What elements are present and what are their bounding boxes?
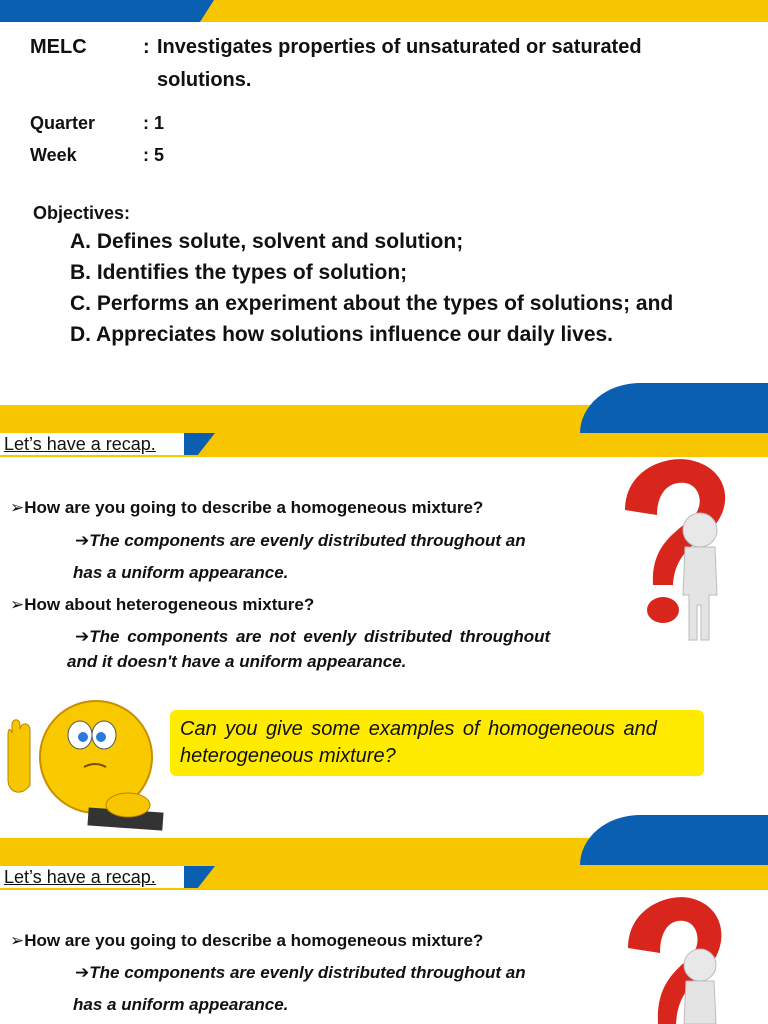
objective-a: A. Defines solute, solvent and solution;: [70, 230, 464, 253]
slide3-blue-swoosh: [580, 815, 768, 865]
objective-c: C. Performs an experiment about the types of solutions; and: [70, 292, 674, 315]
week-value: : 5: [143, 145, 165, 165]
slide2-recap-title: Let’s have a recap.: [0, 433, 184, 455]
thinking-question-mark-icon: [605, 455, 755, 650]
examples-question-bubble: [170, 710, 704, 776]
raised-hand-emoji-icon: [0, 685, 170, 835]
slide3-answer-1-line1: ➔The components are evenly distributed throughout an: [75, 963, 526, 982]
slide2-question-1: ➢How are you going to describe a homogeneous mixture?: [10, 498, 484, 517]
melc-text-line1: Investigates properties of unsaturated or saturated: [157, 36, 642, 58]
slide2-answer-2-line1: ➔The components are not evenly distributed throughout: [75, 627, 551, 646]
bullet-icon: ➢: [10, 595, 25, 614]
quarter-value: : 1: [143, 113, 165, 133]
slide3-recap-title: Let’s have a recap.: [0, 866, 184, 888]
slide2-answer-2-line2: and it doesn't have a uniform appearance.: [67, 652, 407, 671]
melc-text-line2: solutions.: [157, 69, 252, 91]
thinking-question-mark-icon: [610, 893, 740, 1024]
quarter-label: Quarter: [30, 113, 96, 133]
slide2-answer-1-line2: has a uniform appearance.: [73, 563, 289, 582]
melc-separator: :: [143, 36, 150, 58]
bubble-line-1: Can you give some examples of homogeneous and: [180, 718, 657, 740]
objective-d: D. Appreciates how solutions influence our daily lives.: [70, 323, 614, 346]
bullet-icon: ➢: [10, 931, 25, 950]
slide2-question-2: ➢How about heterogeneous mixture?: [10, 595, 315, 614]
week-label: Week: [30, 145, 77, 165]
top-blue-band: [0, 0, 230, 22]
arrow-icon: ➔: [75, 963, 90, 982]
top-yellow-band: [200, 0, 768, 22]
objectives-title: Objectives:: [33, 203, 131, 223]
slide2-answer-1-line1: ➔The components are evenly distributed throughout an: [75, 531, 526, 550]
slide2-blue-swoosh: [580, 383, 768, 433]
objective-b: B. Identifies the types of solution;: [70, 261, 408, 284]
arrow-icon: ➔: [75, 627, 90, 646]
bullet-icon: ➢: [10, 498, 25, 517]
slide3-question-1: ➢How are you going to describe a homogeneous mixture?: [10, 931, 484, 950]
slide3-answer-1-line2: has a uniform appearance.: [73, 995, 289, 1014]
bubble-line-2: heterogeneous mixture?: [180, 745, 396, 767]
melc-label: MELC: [30, 36, 87, 58]
arrow-icon: ➔: [75, 531, 90, 550]
